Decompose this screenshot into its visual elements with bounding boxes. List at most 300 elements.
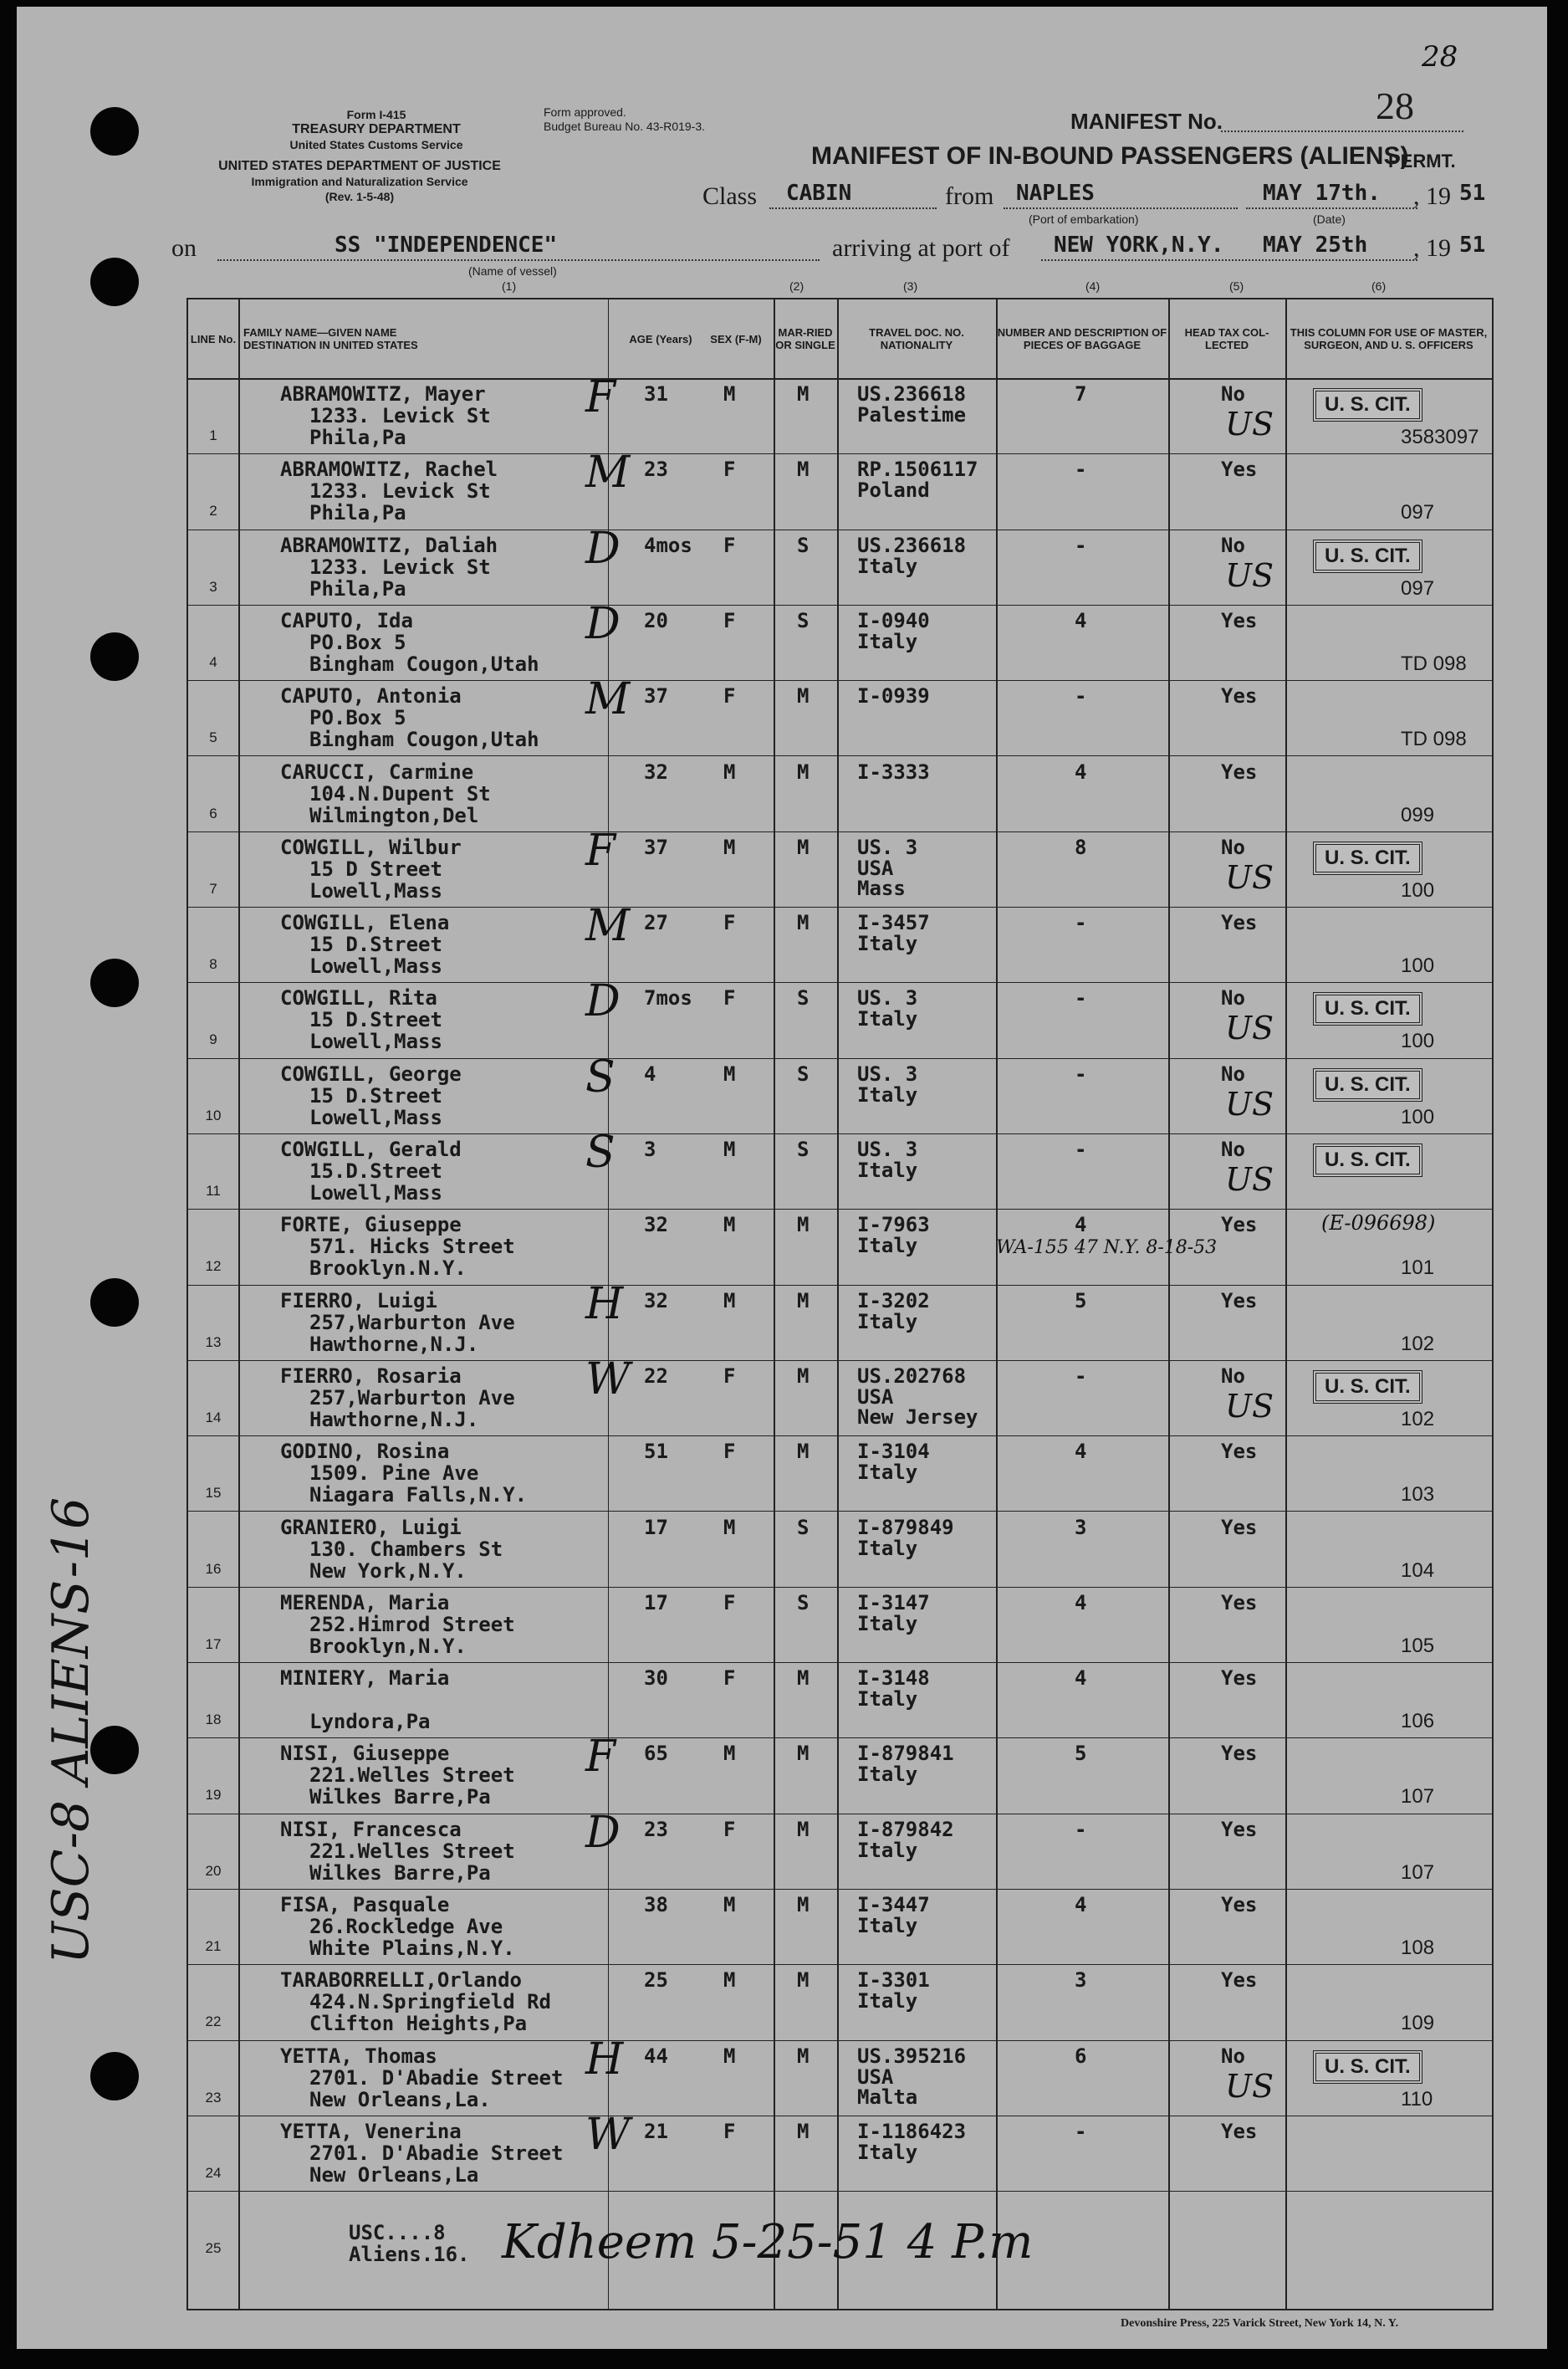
punch-hole [90, 107, 139, 156]
officer-note: 103 [1401, 1483, 1435, 1507]
address-line-2: Brooklyn.N.Y. [309, 1256, 467, 1281]
handwritten-mark: D [585, 976, 621, 1027]
passenger-name: COWGILL, Wilbur [280, 835, 462, 859]
nationality: Italy [857, 1007, 918, 1031]
address-line-1: 2701. D'Abadie Street [309, 2141, 564, 2165]
address-line-1: PO.Box 5 [309, 706, 406, 730]
travel-doc: US. 3 [857, 835, 918, 859]
address-line-1: 1233. Levick St [309, 404, 491, 427]
address-line-1: 571. Hicks Street [309, 1235, 515, 1259]
inspector-signature: Kdheem 5-25-51 4 P.m [502, 2215, 1034, 2269]
sex: M [723, 1742, 736, 1766]
head-tax: Yes [1221, 1515, 1258, 1539]
head-tax: Yes [1221, 1213, 1258, 1237]
age: 32 [644, 1213, 668, 1237]
address-line-2: New York,N.Y. [309, 1558, 467, 1583]
handwritten-note: WA-155 47 N.Y. 8-18-53 [996, 1237, 1218, 1259]
address-line-2: Clifton Heights,Pa [309, 2012, 528, 2036]
sex: M [723, 760, 736, 784]
head-tax: Yes [1221, 1817, 1258, 1841]
address-line-2: Bingham Cougon,Utah [309, 652, 539, 676]
address-line-1: 130. Chambers St [309, 1537, 503, 1561]
age: 51 [644, 1440, 668, 1464]
class-line [769, 207, 937, 209]
line-number: 24 [205, 2164, 222, 2181]
col-num-2: (2) [789, 279, 804, 293]
head-tax: Yes [1221, 1968, 1258, 1993]
table-row [188, 825, 1492, 907]
marital-status: M [797, 1213, 810, 1237]
head-tax-note: US [1225, 1085, 1274, 1123]
travel-doc: US. 3 [857, 986, 918, 1011]
line-number: 13 [205, 1333, 222, 1350]
head-tax: Yes [1221, 684, 1258, 709]
passenger-name: FORTE, Giuseppe [280, 1213, 462, 1237]
form-approval: Form approved. Budget Bureau No. 43-R019-3. [544, 105, 706, 133]
nationality: Poland [857, 478, 930, 503]
head-tax-note: US [1225, 406, 1274, 443]
age: 37 [644, 684, 668, 709]
address-line-2: Lyndora,Pa [309, 1710, 431, 1734]
address-line-1: 15 D.Street [309, 933, 442, 957]
nationality: Italy [857, 1536, 918, 1560]
sex: F [723, 533, 736, 557]
table-row [188, 1128, 1492, 1209]
passenger-name: GODINO, Rosina [280, 1440, 450, 1464]
table-row [188, 1512, 1492, 1587]
marital-status: M [797, 1742, 810, 1766]
line-number: 9 [209, 1031, 217, 1048]
baggage: - [1075, 1138, 1087, 1161]
sex: F [723, 2119, 736, 2143]
col-num-5: (5) [1229, 279, 1244, 293]
line-number: 17 [205, 1635, 222, 1652]
col-num-6: (6) [1371, 279, 1387, 293]
table-row [188, 1964, 1492, 2039]
address-line-1: 257,Warburton Ave [309, 1385, 515, 1410]
marital-status: S [797, 1590, 810, 1614]
handwritten-mark: F [585, 825, 616, 876]
table-row [188, 976, 1492, 1057]
sex: F [723, 1590, 736, 1614]
age: 3 [644, 1138, 656, 1161]
travel-doc: I-879842 [857, 1817, 954, 1841]
nationality: Italy [857, 1989, 918, 2013]
us-citizen-stamp: U. S. CIT. [1313, 2050, 1422, 2084]
sex: M [723, 1288, 736, 1312]
us-citizen-stamp: U. S. CIT. [1313, 388, 1422, 422]
marital-status: M [797, 760, 810, 784]
marital-status: M [797, 684, 810, 709]
aliens-total: Aliens.16. [349, 2243, 470, 2266]
table-row [188, 1435, 1492, 1511]
address-line-2: Lowell,Mass [309, 954, 442, 979]
manifest-no-label: MANIFEST No. [1070, 109, 1223, 134]
address-line-2: New Orleans,La [309, 2162, 479, 2187]
sex: F [723, 458, 736, 482]
header-sex: SEX (F-M) [710, 332, 762, 345]
head-tax: No [1221, 533, 1245, 557]
address-line-1: 2701. D'Abadie Street [309, 2065, 564, 2090]
travel-doc: I-3202 [857, 1288, 930, 1312]
handwritten-mark: M [585, 901, 631, 952]
head-tax: Yes [1221, 1666, 1258, 1691]
embark-year: 51 [1459, 181, 1486, 206]
sex: F [723, 1440, 736, 1464]
head-tax: Yes [1221, 1893, 1258, 1916]
manifest-title: MANIFEST OF IN-BOUND PASSENGERS (ALIENS) [811, 142, 1409, 170]
sex: F [723, 1817, 736, 1841]
nationality: Italy [857, 1159, 918, 1182]
sex: M [723, 2044, 736, 2068]
manifest-page [17, 7, 1547, 2349]
header-headtax: HEAD TAX COL-LECTED [1184, 326, 1269, 351]
address-line-1: 1233. Levick St [309, 479, 491, 504]
baggage: 3 [1075, 1968, 1087, 1993]
passenger-name: YETTA, Thomas [280, 2044, 437, 2068]
embark-port: NAPLES [1016, 181, 1095, 206]
travel-doc: I-3301 [857, 1968, 930, 1993]
on-label: on [171, 234, 197, 262]
arrival-line [1041, 259, 1417, 261]
from-label: from [945, 182, 994, 210]
marital-status: S [797, 608, 810, 632]
travel-doc: I-7963 [857, 1213, 930, 1237]
printer-imprint: Devonshire Press, 225 Varick Street, New York 14, N. Y. [1121, 2317, 1399, 2330]
age: 32 [644, 760, 668, 784]
header-married: MAR-RIED OR SINGLE [775, 326, 835, 351]
line-number: 4 [209, 653, 217, 670]
passenger-name: COWGILL, George [280, 1062, 462, 1086]
nationality: Italy [857, 1234, 918, 1258]
age: 17 [644, 1515, 668, 1539]
address-line-2: Lowell,Mass [309, 1030, 442, 1054]
travel-doc: I-0940 [857, 608, 930, 632]
vessel-name: SS "INDEPENDENCE" [335, 233, 558, 258]
baggage: - [1075, 684, 1087, 709]
sex: M [723, 1062, 736, 1086]
baggage: 4 [1075, 608, 1087, 632]
head-tax: Yes [1221, 760, 1258, 784]
handwritten-mark: H [585, 1278, 624, 1329]
nationality: USA Malta [857, 2065, 918, 2109]
officer-note: 106 [1401, 1710, 1435, 1733]
line-number: 1 [209, 427, 217, 443]
us-citizen-stamp: U. S. CIT. [1313, 1370, 1422, 1404]
head-tax: Yes [1221, 608, 1258, 632]
head-tax: No [1221, 1138, 1245, 1161]
passenger-table [186, 298, 1494, 2310]
sex: M [723, 382, 736, 406]
head-tax: No [1221, 1062, 1245, 1086]
marital-status: M [797, 911, 810, 935]
head-tax-note: US [1225, 1387, 1274, 1425]
age: 7mos [644, 986, 692, 1011]
corner-note: 28 [1422, 40, 1458, 74]
marital-status: M [797, 2119, 810, 2143]
age: 4mos [644, 533, 692, 557]
baggage: - [1075, 533, 1087, 557]
travel-doc: US. 3 [857, 1138, 918, 1161]
travel-doc: US.395216 [857, 2044, 967, 2068]
baggage: 8 [1075, 835, 1087, 859]
address-line-2: Phila,Pa [309, 576, 406, 601]
passenger-name: MINIERY, Maria [280, 1666, 450, 1691]
handwritten-mark: D [585, 598, 621, 649]
passenger-name: FIERRO, Luigi [280, 1288, 437, 1312]
age: 30 [644, 1666, 668, 1691]
line-number: 20 [205, 1862, 222, 1879]
head-tax: Yes [1221, 911, 1258, 935]
officer-note: 100 [1401, 1030, 1435, 1053]
address-line-2: Brooklyn,N.Y. [309, 1634, 467, 1658]
officer-note: 100 [1401, 1105, 1435, 1128]
travel-doc: RP.1506117 [857, 458, 978, 482]
baggage: - [1075, 2119, 1087, 2143]
baggage: - [1075, 1062, 1087, 1086]
sex: M [723, 1138, 736, 1161]
address-line-2: Bingham Cougon,Utah [309, 728, 539, 752]
baggage: - [1075, 986, 1087, 1011]
officer-note: 102 [1401, 1407, 1435, 1430]
marital-status: M [797, 1440, 810, 1464]
marital-status: M [797, 1666, 810, 1691]
line-number: 18 [205, 1712, 222, 1728]
col-num-1: (1) [502, 279, 517, 293]
head-tax: Yes [1221, 1742, 1258, 1766]
line-number: 2 [209, 503, 217, 519]
punch-hole [90, 632, 139, 681]
handwritten-mark: H [585, 2034, 624, 2085]
baggage: 5 [1075, 1742, 1087, 1766]
nationality: USA Mass [857, 856, 906, 900]
officer-note: 099 [1401, 803, 1435, 826]
manifest-title-suffix: PERMT. [1388, 151, 1456, 171]
travel-doc: I-3148 [857, 1666, 930, 1691]
baggage: 4 [1075, 1590, 1087, 1614]
baggage: 6 [1075, 2044, 1087, 2068]
line-number: 16 [205, 1560, 222, 1577]
table-row [188, 448, 1492, 529]
age: 4 [644, 1062, 656, 1086]
totals [349, 2222, 470, 2265]
passenger-name: FISA, Pasquale [280, 1893, 450, 1916]
table-row [188, 1807, 1492, 1889]
table-row [188, 2034, 1492, 2116]
nationality: Italy [857, 1838, 918, 1862]
baggage: - [1075, 458, 1087, 482]
address-line-1: 15 D Street [309, 857, 442, 881]
travel-doc: I-879841 [857, 1742, 954, 1766]
address-line-2: Hawthorne,N.J. [309, 1332, 479, 1356]
port-caption: (Port of embarkation) [1029, 212, 1139, 226]
address-line-1: 252.Himrod Street [309, 1612, 515, 1636]
travel-doc: I-3147 [857, 1590, 930, 1614]
from-line [1004, 207, 1238, 209]
head-tax-note: US [1225, 858, 1274, 896]
table-row [188, 372, 1492, 453]
marital-status: M [797, 458, 810, 482]
arrival-date: MAY 25th [1263, 233, 1368, 258]
baggage: 4 [1075, 1893, 1087, 1916]
officer-note: 100 [1401, 878, 1435, 902]
marital-status: S [797, 986, 810, 1011]
age: 32 [644, 1288, 668, 1312]
age: 21 [644, 2119, 668, 2143]
travel-doc: US.236618 [857, 533, 967, 557]
travel-doc: I-3447 [857, 1893, 930, 1916]
line-number: 23 [205, 2089, 222, 2105]
line-number: 8 [209, 956, 217, 973]
us-citizen-stamp: U. S. CIT. [1313, 1144, 1422, 1177]
date-line [1246, 207, 1417, 209]
passenger-name: CAPUTO, Ida [280, 608, 413, 632]
passenger-name: GRANIERO, Luigi [280, 1515, 462, 1539]
age: 22 [644, 1364, 668, 1388]
head-tax-note: US [1225, 1161, 1274, 1198]
handwritten-mark: W [585, 1353, 631, 1405]
address-line-1: 257,Warburton Ave [309, 1310, 515, 1334]
passenger-name: TARABORRELLI,Orlando [280, 1968, 522, 1993]
address-line-2: Phila,Pa [309, 426, 406, 449]
line-number: 5 [209, 729, 217, 746]
header-age: AGE (Years) [629, 332, 692, 345]
header-name: FAMILY NAME—GIVEN NAME DESTINATION IN UNITED STATES [243, 326, 418, 351]
officer-note: 109 [1401, 2012, 1435, 2035]
col-num-3: (3) [903, 279, 918, 293]
marital-status: S [797, 533, 810, 557]
officer-note: 097 [1401, 576, 1435, 600]
table-row [188, 598, 1492, 680]
nationality: Italy [857, 1082, 918, 1107]
age: 17 [644, 1590, 668, 1614]
table-row [188, 1353, 1492, 1435]
class-label: Class [702, 182, 758, 210]
marital-status: S [797, 1062, 810, 1086]
head-tax: Yes [1221, 1440, 1258, 1464]
handwritten-mark: S [585, 1128, 615, 1178]
marital-status: M [797, 1817, 810, 1841]
marital-status: M [797, 835, 810, 859]
head-tax: Yes [1221, 1288, 1258, 1312]
officer-note: 097 [1401, 501, 1435, 524]
nationality: Italy [857, 1687, 918, 1712]
nationality: Italy [857, 1309, 918, 1333]
age: 37 [644, 835, 668, 859]
line-number: 10 [205, 1107, 222, 1123]
officer-note: 110 [1401, 2087, 1433, 2111]
marital-status: M [797, 1968, 810, 1993]
line-number: 21 [205, 1938, 222, 1954]
address-line-2: Wilkes Barre,Pa [309, 1860, 491, 1885]
passenger-name: FIERRO, Rosaria [280, 1364, 462, 1388]
nationality: Italy [857, 1461, 918, 1485]
officer-note: 104 [1401, 1558, 1435, 1582]
header-line: LINE No. [190, 332, 237, 345]
baggage: 3 [1075, 1515, 1087, 1539]
baggage: - [1075, 1817, 1087, 1841]
passenger-name: ABRAMOWITZ, Rachel [280, 458, 498, 482]
punch-hole [90, 2052, 139, 2100]
travel-doc: I-3333 [857, 760, 930, 784]
vessel-caption: (Name of vessel) [468, 264, 557, 278]
officer-note: 101 [1401, 1256, 1435, 1280]
marital-status: S [797, 1515, 810, 1539]
passenger-name: YETTA, Venerina [280, 2119, 462, 2143]
officer-note: 100 [1401, 954, 1435, 978]
head-tax-note: US [1225, 1010, 1274, 1047]
address-line-2: Hawthorne,N.J. [309, 1407, 479, 1431]
table-row [188, 2109, 1492, 2191]
baggage: 7 [1075, 382, 1087, 406]
manifest-no-line [1221, 130, 1463, 132]
baggage: 4 [1075, 1213, 1087, 1237]
travel-doc: I-3104 [857, 1440, 930, 1464]
officer-note: 3583097 [1401, 426, 1479, 448]
address-line-1: 15.D.Street [309, 1159, 442, 1183]
table-row [188, 1209, 1492, 1284]
vessel-line [217, 259, 820, 261]
age: 44 [644, 2044, 668, 2068]
table-row [188, 1732, 1492, 1813]
sex: M [723, 835, 736, 859]
sex: M [723, 1515, 736, 1539]
arrival-year-prefix: , 19 [1413, 234, 1451, 262]
age: 31 [644, 382, 668, 406]
address-line-1: 1509. Pine Ave [309, 1461, 479, 1486]
line-number: 14 [205, 1409, 222, 1425]
usc-total: USC....8 [349, 2221, 446, 2244]
us-citizen-stamp: U. S. CIT. [1313, 1068, 1422, 1102]
table-row [188, 756, 1492, 831]
head-tax: Yes [1221, 2119, 1258, 2143]
form-header-treasury: Form I-415 TREASURY DEPARTMENT United States Customs Service [289, 108, 463, 151]
passenger-name: COWGILL, Rita [280, 986, 437, 1011]
header-officers: THIS COLUMN FOR USE OF MASTER, SURGEON, AND U. S. OFFICERS [1290, 326, 1488, 351]
sex: F [723, 1666, 736, 1691]
us-citizen-stamp: U. S. CIT. [1313, 540, 1422, 573]
line-number: 19 [205, 1787, 222, 1804]
arriving-label: arriving at port of [832, 234, 1010, 262]
us-citizen-stamp: U. S. CIT. [1313, 842, 1422, 875]
address-line-2: Lowell,Mass [309, 878, 442, 903]
punch-hole [90, 1278, 139, 1327]
head-tax-note: US [1225, 2067, 1274, 2105]
passenger-name: CARUCCI, Carmine [280, 760, 474, 784]
nationality: USA New Jersey [857, 1384, 978, 1429]
baggage: 4 [1075, 1666, 1087, 1691]
travel-doc: I-879849 [857, 1515, 954, 1539]
table-row [188, 1662, 1492, 1737]
baggage: - [1075, 1364, 1087, 1388]
age: 25 [644, 1968, 668, 1993]
table-row [188, 674, 1492, 755]
handwritten-mark: S [585, 1051, 615, 1103]
age: 20 [644, 608, 668, 632]
line-number: 6 [209, 805, 217, 821]
travel-doc: US.202768 [857, 1364, 967, 1388]
head-tax: No [1221, 835, 1245, 859]
travel-doc: I-1186423 [857, 2119, 967, 2143]
age: 38 [644, 1893, 668, 1916]
punch-hole [90, 258, 139, 306]
travel-doc: I-3457 [857, 911, 930, 935]
passenger-name: NISI, Giuseppe [280, 1742, 450, 1766]
form-header-justice: UNITED STATES DEPARTMENT OF JUSTICE Immigration and Naturalization Service (Rev. 1-5-48) [218, 159, 501, 203]
baggage: - [1075, 911, 1087, 935]
address-line-1: 104.N.Dupent St [309, 781, 491, 806]
side-note: USC-8 ALIENS-16 [42, 1497, 100, 1964]
